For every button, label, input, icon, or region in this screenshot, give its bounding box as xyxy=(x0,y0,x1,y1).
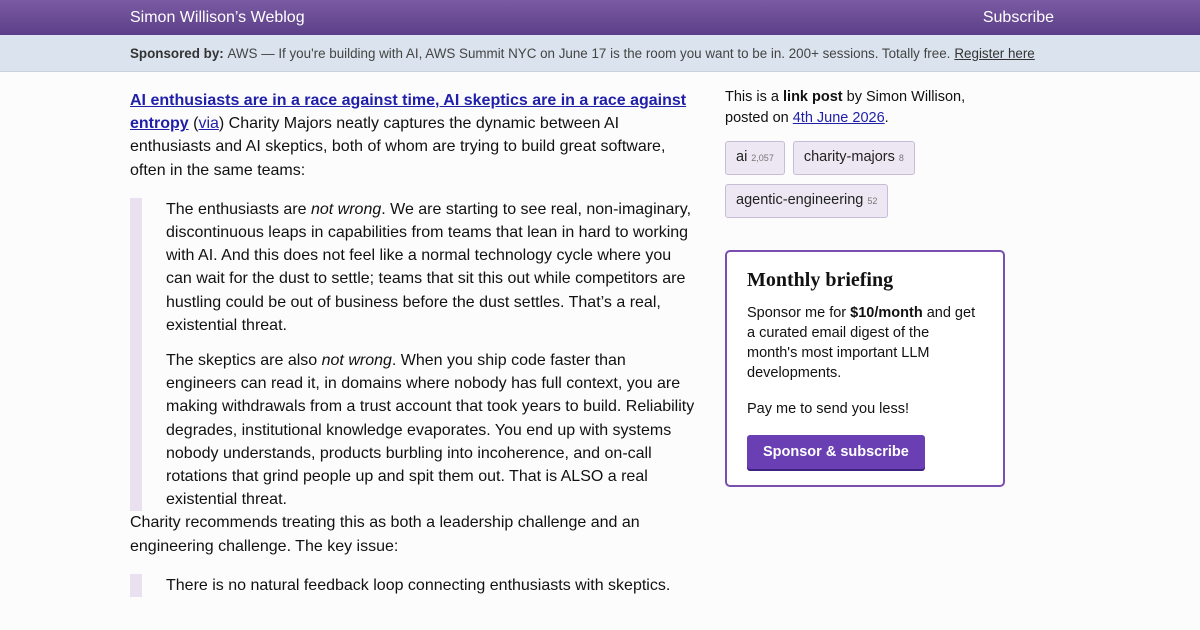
quote-text: . We are starting to see real, non-imaginary, discontinuous leaps in capabilities from teams that lean in hard to working with AI. And this does not feel like a normal technology cycle where you can wait for the dust to settle; teams that sit this out while competitors are hustling could be out of business before the dust settles. That’s a real, existential threat. xyxy=(166,200,692,334)
meta-text: by Simon Willison, posted on xyxy=(725,89,966,126)
sponsor-prefix: Sponsored by: xyxy=(130,45,224,61)
article-paragraph: Charity recommends treating this as both a leadership challenge and an engineering challenge. The key issue: xyxy=(130,514,640,555)
register-here-link[interactable]: Register here xyxy=(954,45,1035,61)
quote-paragraph: There is no natural feedback loop connecting enthusiasts with skeptics. xyxy=(166,576,671,594)
article xyxy=(130,89,695,597)
sponsor-subscribe-button[interactable]: Sponsor & subscribe xyxy=(747,435,925,469)
tag-count: 2,057 xyxy=(751,153,774,163)
sidebar xyxy=(725,87,1005,487)
quote-text: The enthusiasts are xyxy=(166,200,311,218)
subscribe-link[interactable]: Subscribe xyxy=(982,8,1054,26)
briefing-text-part: and get a curated email digest of the month's most important LLM developments. xyxy=(747,305,976,381)
tag-name: agentic-engineering xyxy=(736,192,864,208)
briefing-price: $10/month xyxy=(850,305,923,321)
meta-text: This is a xyxy=(725,89,784,105)
site-header xyxy=(0,0,1200,35)
tag-name: charity-majors xyxy=(803,149,895,165)
quote-text: The skeptics are also xyxy=(166,352,322,370)
post-date-link[interactable]: 4th June 2026 xyxy=(792,110,885,126)
headline-link[interactable]: AI enthusiasts are in a race against time, AI skeptics are in a race against entropy xyxy=(130,92,687,133)
quote-emphasis: not wrong xyxy=(321,352,392,370)
monthly-briefing-box xyxy=(725,250,1005,487)
briefing-text-part: Sponsor me for xyxy=(747,305,851,321)
site-title-link[interactable]: Simon Willison’s Weblog xyxy=(130,8,305,26)
post-meta xyxy=(725,87,1005,129)
tag-name: ai xyxy=(736,149,748,165)
briefing-text xyxy=(747,303,983,383)
sponsor-banner xyxy=(0,35,1200,72)
quote-emphasis: not wrong xyxy=(310,200,382,218)
tag-count: 52 xyxy=(867,196,878,206)
via-open: ( xyxy=(188,115,199,133)
quote-block-2 xyxy=(130,574,695,597)
sponsor-text: AWS — If you're building with AI, AWS Summit NYC on June 17 is the room you want to be in. 200+ sessions. Totally free. xyxy=(227,45,951,61)
intro-text: ) Charity Majors neatly captures the dynamic between AI enthusiasts and AI skeptics, both of whom are trying to build great software, often in the same teams: xyxy=(130,115,666,179)
quote-block xyxy=(130,198,695,512)
meta-text: . xyxy=(884,110,889,126)
quote-paragraph xyxy=(166,198,695,337)
tag-list xyxy=(725,141,995,218)
post-type: link post xyxy=(783,89,843,105)
quote-paragraph xyxy=(166,349,695,511)
briefing-pay-text: Pay me to send you less! xyxy=(747,401,909,417)
via-link[interactable]: via xyxy=(198,115,219,133)
tag-ai[interactable] xyxy=(725,141,785,175)
article-intro xyxy=(130,89,695,182)
tag-charity-majors[interactable] xyxy=(793,141,915,175)
quote-text: . When you ship code faster than engineers can read it, in domains where nobody has full context, you are making withdrawals from a trust account that took years to build. Reliability degrades, institutional knowledge evaporates. You end up with systems nobody understands, products burbling into incoherence, and on-call rotations that grind people up and spit them out. That is ALSO a real existential threat. xyxy=(166,352,695,509)
briefing-title: Monthly briefing xyxy=(747,269,894,291)
tag-agentic-engineering[interactable] xyxy=(725,184,888,218)
tag-count: 8 xyxy=(898,153,904,163)
